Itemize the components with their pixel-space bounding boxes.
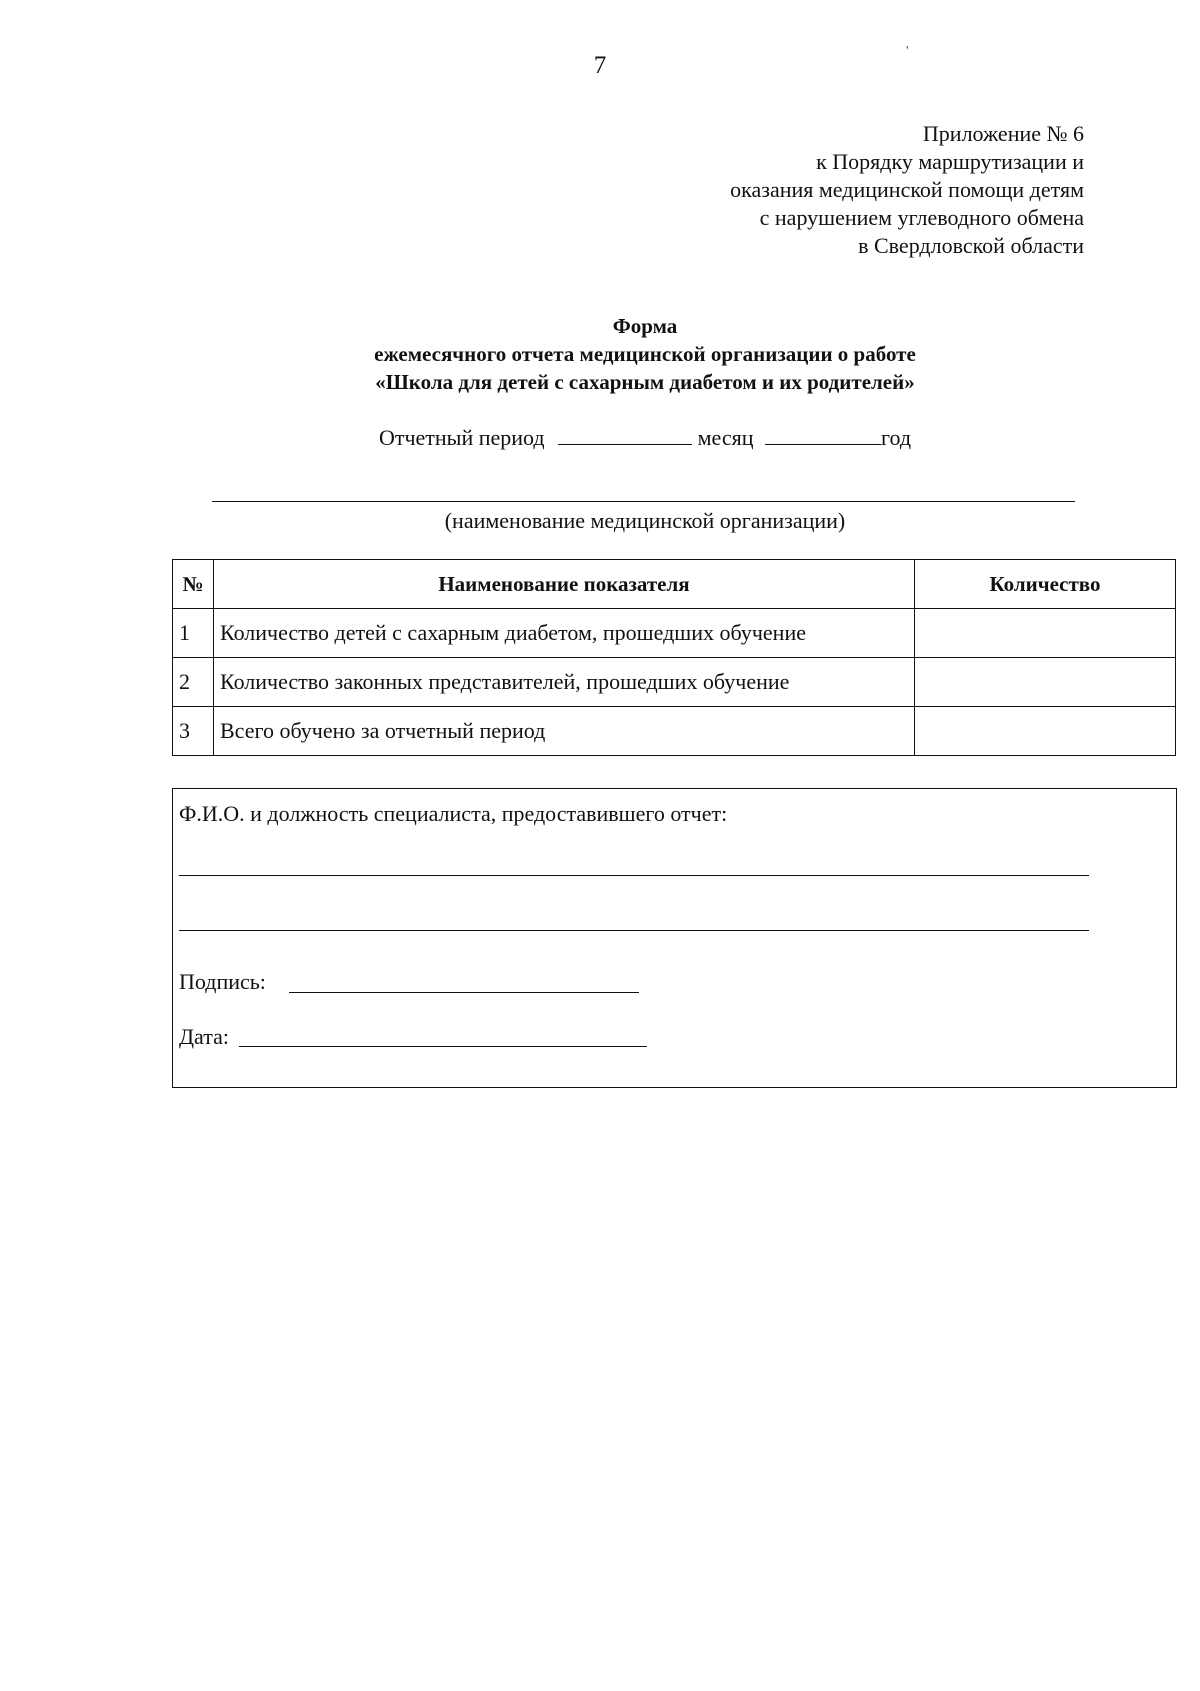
appendix-line: оказания медицинской помощи детям bbox=[730, 177, 1084, 202]
signature-label: Подпись: bbox=[179, 969, 266, 994]
row-num: 1 bbox=[173, 609, 214, 658]
scan-mark: ' bbox=[906, 44, 909, 59]
title-line-1: Форма bbox=[612, 314, 678, 338]
row-indicator: Количество детей с сахарным диабетом, прошедших обучение bbox=[214, 609, 915, 658]
row-num: 2 bbox=[173, 658, 214, 707]
form-title bbox=[0, 312, 1200, 396]
row-quantity-cell[interactable] bbox=[915, 658, 1176, 707]
signature-line[interactable] bbox=[289, 992, 639, 993]
row-indicator: Всего обучено за отчетный период bbox=[214, 707, 915, 756]
row-quantity-cell[interactable] bbox=[915, 609, 1176, 658]
title-line-2: ежемесячного отчета медицинской организации о работе bbox=[374, 342, 916, 366]
page-number: 7 bbox=[593, 52, 607, 79]
appendix-line: Приложение № 6 bbox=[922, 121, 1084, 146]
year-label: год bbox=[881, 425, 912, 450]
header-quantity: Количество bbox=[915, 560, 1176, 609]
report-table bbox=[172, 559, 1176, 756]
reporting-period bbox=[0, 424, 1200, 451]
table-row bbox=[173, 707, 1176, 756]
appendix-line: с нарушением углеводного обмена bbox=[759, 205, 1084, 230]
appendix-line: к Порядку маршрутизации и bbox=[816, 149, 1084, 174]
table-row bbox=[173, 658, 1176, 707]
specialist-position-line[interactable] bbox=[179, 930, 1089, 931]
row-num: 3 bbox=[173, 707, 214, 756]
table-header-row bbox=[173, 560, 1176, 609]
row-indicator: Количество законных представителей, прошедших обучение bbox=[214, 658, 915, 707]
specialist-label: Ф.И.О. и должность специалиста, предоставившего отчет: bbox=[179, 801, 728, 826]
title-line-3: «Школа для детей с сахарным диабетом и их родителей» bbox=[375, 370, 915, 394]
organization-name-line[interactable] bbox=[212, 501, 1075, 502]
row-quantity-cell[interactable] bbox=[915, 707, 1176, 756]
period-label: Отчетный период bbox=[378, 425, 545, 450]
organization-caption: (наименование медицинской организации) bbox=[444, 508, 846, 533]
period-blank[interactable] bbox=[558, 424, 692, 445]
date-label: Дата: bbox=[179, 1024, 229, 1049]
date-line[interactable] bbox=[239, 1046, 647, 1047]
month-label: месяц bbox=[697, 425, 754, 450]
table-row bbox=[173, 609, 1176, 658]
signature-box bbox=[172, 788, 1177, 1088]
appendix-line: в Свердловской области bbox=[858, 233, 1084, 258]
specialist-name-line[interactable] bbox=[179, 875, 1089, 876]
appendix-block bbox=[730, 120, 1084, 260]
header-num: № bbox=[173, 560, 214, 609]
month-blank[interactable] bbox=[765, 424, 881, 445]
header-indicator: Наименование показателя bbox=[214, 560, 915, 609]
